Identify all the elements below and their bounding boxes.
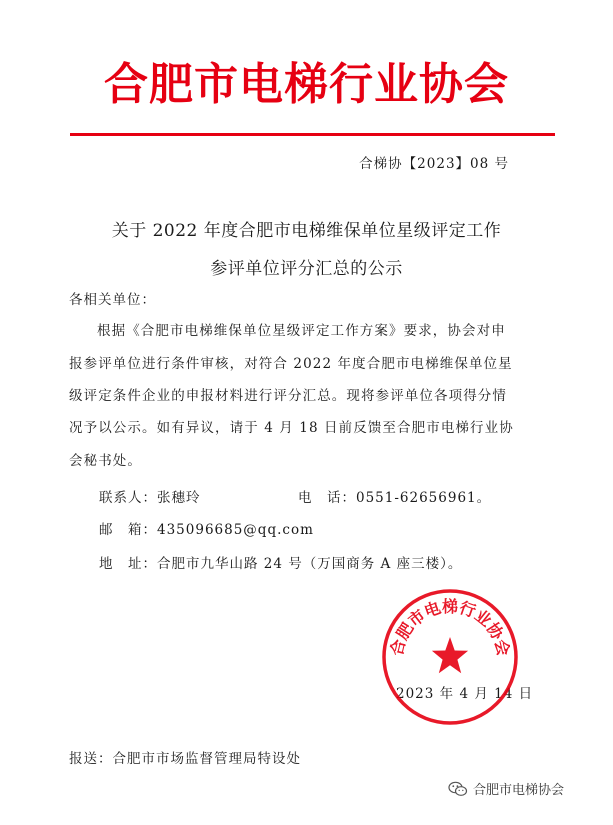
watermark-text: 合肥市电梯协会	[473, 783, 565, 798]
report-to: 报送：合肥市市场监督管理局特设处	[69, 751, 301, 767]
contact-phone: 电 话：0551-62656961。	[298, 490, 492, 506]
body-paragraph-line: 会秘书处。	[69, 453, 142, 469]
body-paragraph-line: 级评定条件企业的申报材料进行评分汇总。现将参评单位各项得分情	[69, 388, 507, 404]
body-paragraph-line: 况予以公示。如有异议，请于 4 月 18 日前反馈至合肥市电梯行业协	[69, 420, 514, 436]
document-title-line-1: 关于 2022 年度合肥市电梯维保单位星级评定工作	[111, 221, 502, 241]
source-watermark	[448, 779, 564, 798]
organization-header: 合肥市电梯行业协会	[104, 59, 509, 110]
official-seal	[380, 587, 520, 727]
contact-address: 地 址：合肥市九华山路 24 号（万国商务 A 座三楼）。	[99, 556, 463, 572]
wechat-icon	[448, 781, 468, 797]
salutation: 各相关单位：	[69, 292, 156, 308]
contact-email: 邮 箱：435096685@qq.com	[99, 522, 314, 538]
document-title-line-2: 参评单位评分汇总的公示	[210, 259, 403, 279]
seal-star-icon	[432, 637, 468, 673]
seal-text: 合肥市电梯行业协会	[386, 597, 514, 658]
body-paragraph-line: 报参评单位进行条件审核，对符合 2022 年度合肥市电梯维保单位星	[69, 356, 513, 372]
body-paragraph-line: 根据《合肥市电梯维保单位星级评定工作方案》要求，协会对申	[97, 323, 506, 339]
header-divider	[70, 133, 555, 136]
contact-person: 联系人：张穗玲	[99, 490, 201, 506]
issue-date: 2023 年 4 月 14 日	[396, 686, 534, 702]
document-number: 合梯协【2023】08 号	[359, 156, 509, 172]
